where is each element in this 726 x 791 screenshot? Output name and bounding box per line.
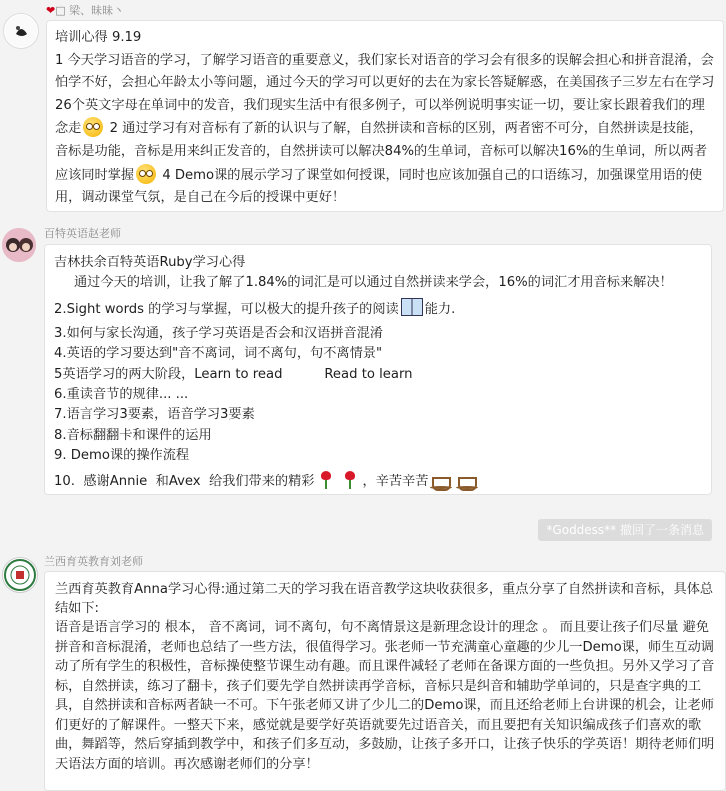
coffee-emoji (430, 471, 452, 489)
message-line: 吉林扶余百特英语Ruby学习心得 (54, 255, 246, 270)
message-line: 10. 感谢Annie 和Avex 给我们带来的精彩 ，辛苦辛苦 (54, 470, 711, 494)
message-line: 9. Demo课的操作流程 (54, 448, 190, 464)
message-line: 6.重读音节的规律... ... (54, 387, 189, 403)
recall-notice: *Goddess** 撤回了一条消息 (538, 519, 712, 541)
message-bubble (44, 571, 726, 791)
avatar-image (4, 14, 38, 48)
message-bubble (46, 20, 724, 212)
embarrassed-face-emoji (83, 117, 103, 137)
message-line: 4.英语的学习要达到"音不离词，词不离句，句不离情景" (54, 346, 383, 362)
smile-face-emoji (136, 164, 156, 184)
book-emoji (401, 298, 423, 316)
message-line: 3.如何与家长沟通，孩子学习英语是否会和汉语拼音混淆 (54, 325, 384, 341)
message-line: 通过今天的培训，让我了解了1.84%的词汇是可以通过自然拼读来学会，16%的词汇才用音标来解决！ (74, 275, 673, 291)
avatar-image (2, 228, 36, 262)
sender-avatar[interactable] (2, 228, 36, 262)
sender-name[interactable]: ❤□ 梁、昧昧丶 (46, 4, 125, 17)
coffee-emoji (456, 471, 478, 489)
sender-name[interactable]: 百特英语赵老师 (44, 227, 121, 240)
message-line: 8.音标翻翻卡和课件的运用 (54, 427, 212, 443)
message-body: 语音是语言学习的 根本， 音不离词，词不离句，句不离情景这是新理念设计的理念 。 而且要让孩子们尽量 避免拼音和音标混淆，老师也总结了一些方法，很值得学习。张老师一节充满童心童趣的少儿一Demo课，师生互动调动了所有学生的积极性，音标操使整节课生动有趣。而且课件减轻了老师在备课方面的一些负担。另外又学习了音标，自然拼读，练习了翻卡，孩子们要先学自然拼读再学音标，音标只是纠音和辅助学单词的，只是查字典的工具，自然拼读和音标两者缺一不可。下午张老师又讲了少儿二的Demo课，而且还给老师上台讲课的机会，让老师们更好的了解课件。一整天下来，感觉就是要学好英语就要先过语音关，而且要把有关知识编成孩子们喜欢的歌曲，舞蹈等，然后穿插到教学中，和孩子们多互动，多鼓励，让孩子多开口，让孩子快乐的学英语！期待老师们明天语法方面的培训。再次感谢老师们的分享！ (55, 620, 715, 772)
message-bubble (44, 244, 712, 495)
message-line: 5英语学习的两大阶段，Learn to read Read to learn (54, 366, 413, 382)
sender-avatar[interactable] (3, 13, 39, 49)
message-text: 培训心得 9.19 1 今天学习语音的学习，了解学习语音的重要意义，我们家长对语音的学习会有很多的误解会担心和拼音混淆，会怕学不好，会担心年龄太小等问题，通过今天的学习可以更好的去在为家长答疑解惑，在美国孩子三岁左右在学习26个英文字母在单词中的发音，我们现实生活中有很多例子，可以举例说明事实证一切，要让家长跟着我们的理念走 2 通过学习有对音标有了新的认识与了解，自然拼读和音标的区别，两者密不可分，自然拼读是技能，音标是功能，音标是用来纠正发音的，自然拼读可以解决84%的生单词，音标可以解决16%的生单词，所以两者应该同时掌握 4 Demo课的展示学习了课堂如何授课，同时也应该加强自己的口语练习，加强课堂用语的使用，调动课堂气氛，是自己在今后的授课中更好！ (55, 30, 715, 206)
message-line: 7.语言学习3要素，语音学习3要素 (54, 407, 255, 423)
sender-name[interactable]: 兰西育英教育刘老师 (44, 555, 143, 568)
heart-icon: ❤ (46, 4, 56, 17)
school-logo-icon (3, 558, 37, 592)
message-line: 2.Sight words 的学习与掌握，可以极大的提升孩子的阅读 能力. (54, 298, 711, 322)
message-intro: 兰西育英教育Anna学习心得:通过第二天的学习我在语音教学这块收获很多，重点分享了自然拼读和音标，具体总结如下: (55, 582, 714, 616)
rose-emoji (321, 471, 331, 489)
sender-avatar[interactable] (2, 557, 38, 593)
rose-emoji (345, 471, 355, 489)
